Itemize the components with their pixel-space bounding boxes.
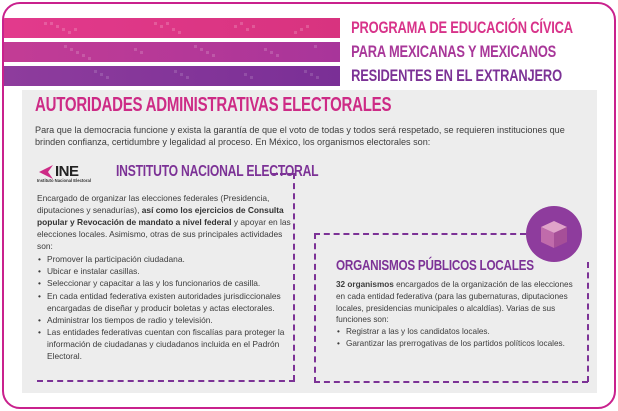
list-item: • Ubicar e instalar casillas.	[37, 266, 295, 278]
cube-icon	[526, 206, 582, 262]
dashed-divider	[314, 233, 316, 383]
ine-logo-subtext: Instituto Nacional Electoral	[37, 178, 91, 183]
program-title-line-2: PARA MEXICANAS Y MEXICANOS	[351, 43, 557, 61]
opl-icon-badge	[526, 206, 582, 262]
list-item: • Las entidades federativas cuentan con fiscalías para proteger la información de ciudadanas y ciudadanos incluida en el Padrón Electoral.	[37, 327, 295, 363]
world-map-texture	[4, 66, 340, 86]
header-bar-2	[4, 42, 340, 62]
list-item: • Promover la participación ciudadana.	[37, 254, 295, 266]
section-title: AUTORIDADES ADMINISTRATIVAS ELECTORALES	[35, 94, 392, 116]
ine-logo-text: INE	[55, 163, 79, 180]
dashed-divider	[314, 381, 588, 383]
opl-functions-list	[336, 326, 576, 350]
opl-text-rest: encargados de la organización de las elecciones en cada entidad federativa (para las gubernaturas, diputaciones locales, presidencias municipales o alcaldías). Varias de sus funciones son:	[336, 280, 573, 325]
program-title-line-1: PROGRAMA DE EDUCACIÓN CÍVICA	[351, 19, 573, 37]
header-bar-1	[4, 18, 340, 38]
ine-text-bold: así como los ejercicios de Consulta popular y Revocación de mandato a nivel federal	[37, 204, 284, 227]
dashed-divider	[587, 262, 589, 382]
list-item: • Seleccionar y capacitar a las y los funcionarios de casilla.	[37, 278, 295, 290]
opl-text-bold: 32 organismos	[336, 280, 394, 289]
section-intro: Para que la democracia funcione y exista la garantía de que el voto de todas y todos será respetado, se requieren instituciones que brinden confianza, certidumbre y legalidad al proceso. En México, los organismos electorales son:	[35, 125, 565, 147]
ine-description	[37, 193, 295, 364]
ine-arrow-icon	[37, 165, 55, 179]
opl-title: ORGANISMOS PÚBLICOS LOCALES	[336, 257, 534, 274]
ine-text-part2: y apoyar en las elecciones locales. Asimismo, otras de sus principales actividades son:	[37, 216, 291, 251]
ine-title: INSTITUTO NACIONAL ELECTORAL	[116, 163, 319, 180]
header-bar-3	[4, 66, 340, 86]
list-item: • Registrar a las y los candidatos locales.	[336, 326, 576, 338]
program-title-line-3: RESIDENTES EN EL EXTRANJERO	[351, 67, 562, 85]
world-map-texture	[4, 18, 340, 38]
ine-text-part1: Encargado de organizar las elecciones federales (Presidencia, diputaciones y senadurías),	[37, 193, 270, 215]
ine-logo	[37, 165, 107, 187]
list-item: • En cada entidad federativa existen autoridades jurisdiccionales encargadas de diseñar y producir boletas y actas electorales.	[37, 291, 295, 315]
dashed-divider	[37, 380, 295, 382]
dashed-divider	[314, 233, 526, 235]
list-item: • Administrar los tiempos de radio y televisión.	[37, 315, 295, 327]
list-item: • Garantizar las prerrogativas de los partidos políticos locales.	[336, 338, 576, 350]
ine-activities-list	[37, 254, 295, 364]
opl-description	[336, 279, 576, 350]
world-map-texture	[4, 42, 340, 62]
program-title	[348, 18, 608, 90]
dashed-divider	[272, 173, 294, 175]
